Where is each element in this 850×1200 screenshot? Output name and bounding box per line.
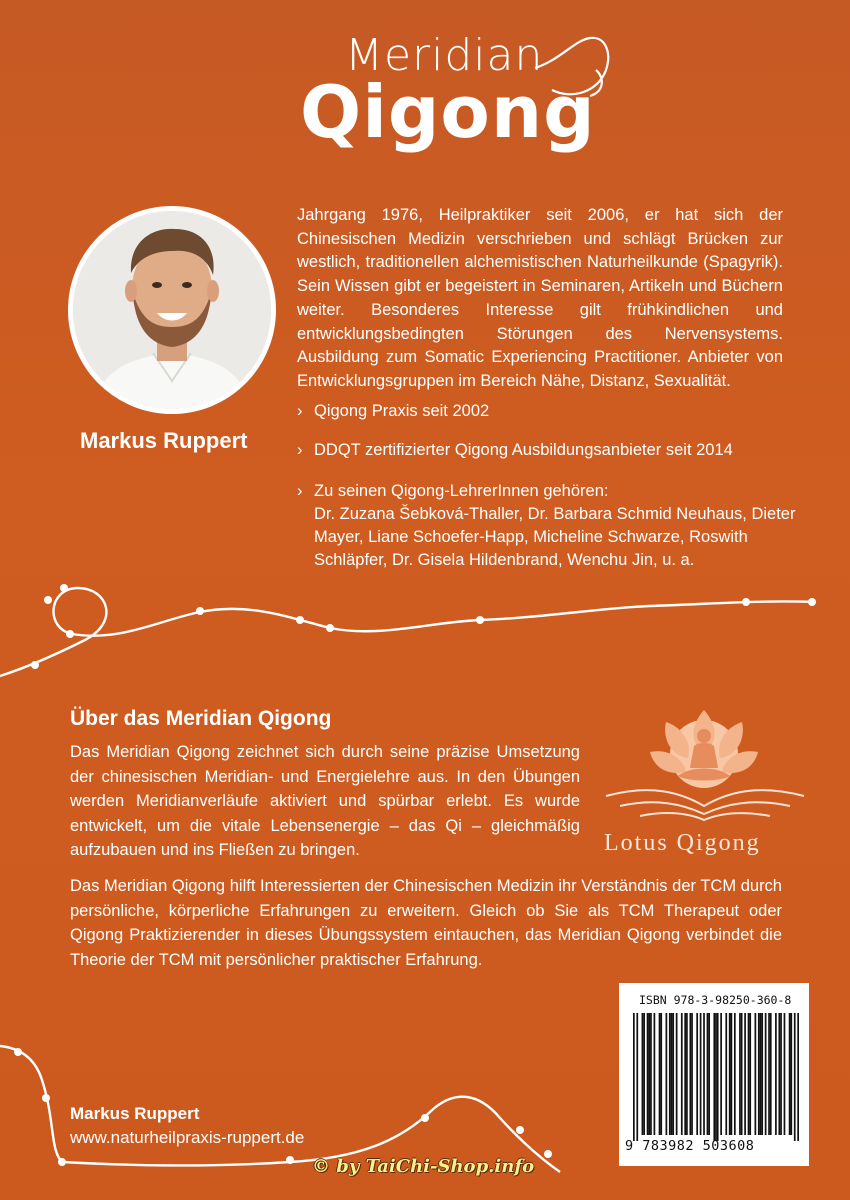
- barcode-bar: [681, 1013, 683, 1135]
- barcode-bar: [761, 1013, 763, 1135]
- barcode-bar: [739, 1013, 741, 1135]
- bullet-chevron-icon: ›: [297, 482, 303, 500]
- book-title: Qigong: [300, 70, 596, 154]
- barcode-bar: [696, 1013, 698, 1135]
- barcode-bar: [633, 1013, 635, 1141]
- barcode-bar: [654, 1013, 656, 1135]
- barcode-bar: [636, 1013, 638, 1141]
- bullet-chevron-icon: ›: [297, 402, 303, 420]
- lotus-icon: [600, 706, 810, 836]
- barcode-bar: [790, 1013, 792, 1135]
- barcode-bar: [765, 1013, 767, 1135]
- barcode-bar: [775, 1013, 777, 1135]
- barcode-bars: [633, 1013, 799, 1141]
- barcode-bar: [784, 1013, 786, 1135]
- barcode-bar: [707, 1013, 709, 1135]
- list-item: › Zu seinen Qigong-LehrerInnen gehören: Dr. Zuzana Šebková-Thaller, Dr. Barbara Schmid Neuhaus, Dieter Mayer, Liane Schoefer-Happ, Micheline Schwarze, Roswith Schläpfer, Dr. Gisela Hildenbrand, Wenchu Jin, u. a.: [297, 480, 797, 572]
- barcode-bar: [713, 1013, 715, 1141]
- barcode-bar: [734, 1013, 736, 1135]
- about-paragraph-1: Das Meridian Qigong zeichnet sich durch seine präzise Umsetzung der chinesischen Meridian- und Energielehre aus. In den Übungen werden Meridianverläufe aktiviert und spürbar erlebt. Es wurde entwickelt, um die vitale Lebensenergie – das Qi – gleichmäßig aufzubauen und ins Fließen zu bringen.: [70, 743, 580, 859]
- barcode-bar: [676, 1013, 678, 1135]
- isbn-label: ISBN 978-3-98250-360-8: [639, 993, 792, 1007]
- barcode-bar: [666, 1013, 668, 1135]
- barcode-bar: [778, 1013, 780, 1135]
- barcode-bar: [729, 1013, 731, 1135]
- barcode-bar: [684, 1013, 686, 1135]
- barcode-bar: [650, 1013, 652, 1135]
- watermark: © by TaiChi-Shop.info: [312, 1156, 535, 1177]
- barcode-bar: [708, 1013, 710, 1135]
- barcode-bar: [660, 1013, 662, 1135]
- barcode-bar: [643, 1013, 645, 1135]
- barcode-bar: [720, 1013, 722, 1135]
- barcode-bar: [789, 1013, 791, 1135]
- list-item: › Qigong Praxis seit 2002: [297, 400, 489, 423]
- barcode-bar: [691, 1013, 693, 1135]
- barcode-bar: [748, 1013, 750, 1135]
- section-heading: Über das Meridian Qigong: [70, 707, 332, 730]
- author-bio: Jahrgang 1976, Heilpraktiker seit 2006, er hat sich der Chinesischen Medizin verschrieben und schlägt Brücken zur westlich, traditionellen alchemistischen Naturheilkunde (Spagyrik). Sein Wissen gibt er begeistert in Seminaren, Artikeln und Büchern weiter. Besonderes Interesse gilt frühkindlichen und entwicklungsbedingten Störungen des Nervensystems. Ausbildung zum Somatic Experiencing Practitioner. Anbieter von Entwicklungsgruppen im Bereich Nähe, Distanz, Sexualität.: [297, 206, 783, 390]
- teachers-list: Dr. Zuzana Šebková-Thaller, Dr. Barbara Schmid Neuhaus, Dieter Mayer, Liane Schoefer-Happ, Micheline Schwarze, Roswith Schläpfer, Dr. Gisela Hildenbrand, Wenchu Jin, u. a.: [314, 505, 796, 569]
- barcode-bar: [770, 1013, 772, 1135]
- author-website-link[interactable]: www.naturheilpraxis-ruppert.de: [70, 1128, 305, 1147]
- barcode-bar: [648, 1013, 650, 1135]
- barcode-bar: [731, 1013, 733, 1135]
- barcode-bar: [717, 1013, 719, 1141]
- about-paragraph-2: Das Meridian Qigong hilft Interessierten der Chinesischen Medizin ihr Verständnis der TCM durch persönliche, körperliche Erfahrungen zu erweitern. Gleich ob Sie als TCM Therapeut oder Qigong Praktizierender in dieses Übungssystem eintauchen, das Meridian Qigong verbindet die Theorie der TCM mit persönlicher praktischer Erfahrung.: [70, 877, 782, 969]
- barcode-bar: [671, 1013, 673, 1135]
- barcode-bar: [689, 1013, 691, 1135]
- footer-author-name: Markus Ruppert: [70, 1104, 200, 1123]
- barcode-bar: [749, 1013, 751, 1135]
- bullet-chevron-icon: ›: [297, 441, 303, 459]
- barcode-bar: [768, 1013, 770, 1135]
- barcode-bar: [780, 1013, 782, 1135]
- title-script: Meridian: [345, 30, 544, 81]
- barcode-bar: [760, 1013, 762, 1135]
- publisher-logo: [600, 706, 810, 866]
- barcode-bar: [794, 1013, 796, 1141]
- barcode-bar: [659, 1013, 661, 1135]
- author-portrait: [68, 206, 276, 414]
- barcode-bar: [672, 1013, 674, 1135]
- author-name: Markus Ruppert: [80, 428, 248, 453]
- barcode-bar: [686, 1013, 688, 1135]
- barcode-bar: [758, 1013, 760, 1135]
- publisher-logo-text: Lotus Qigong: [604, 830, 761, 856]
- barcode-bar: [647, 1013, 649, 1135]
- list-item: › DDQT zertifizierter Qigong Ausbildungsanbieter seit 2014: [297, 439, 733, 462]
- barcode-bar: [669, 1013, 671, 1135]
- barcode-bar: [725, 1013, 727, 1135]
- ean-digits: 9 783982 503608: [625, 1138, 755, 1154]
- barcode-bar: [797, 1013, 799, 1141]
- barcode-bar: [642, 1013, 644, 1135]
- isbn-barcode: [619, 983, 809, 1166]
- barcode-bar: [741, 1013, 743, 1135]
- barcode-bar: [755, 1013, 757, 1135]
- barcode-bar: [744, 1013, 746, 1135]
- barcode-bar: [715, 1013, 717, 1141]
- barcode-bar: [703, 1013, 705, 1135]
- barcode-bar: [700, 1013, 702, 1135]
